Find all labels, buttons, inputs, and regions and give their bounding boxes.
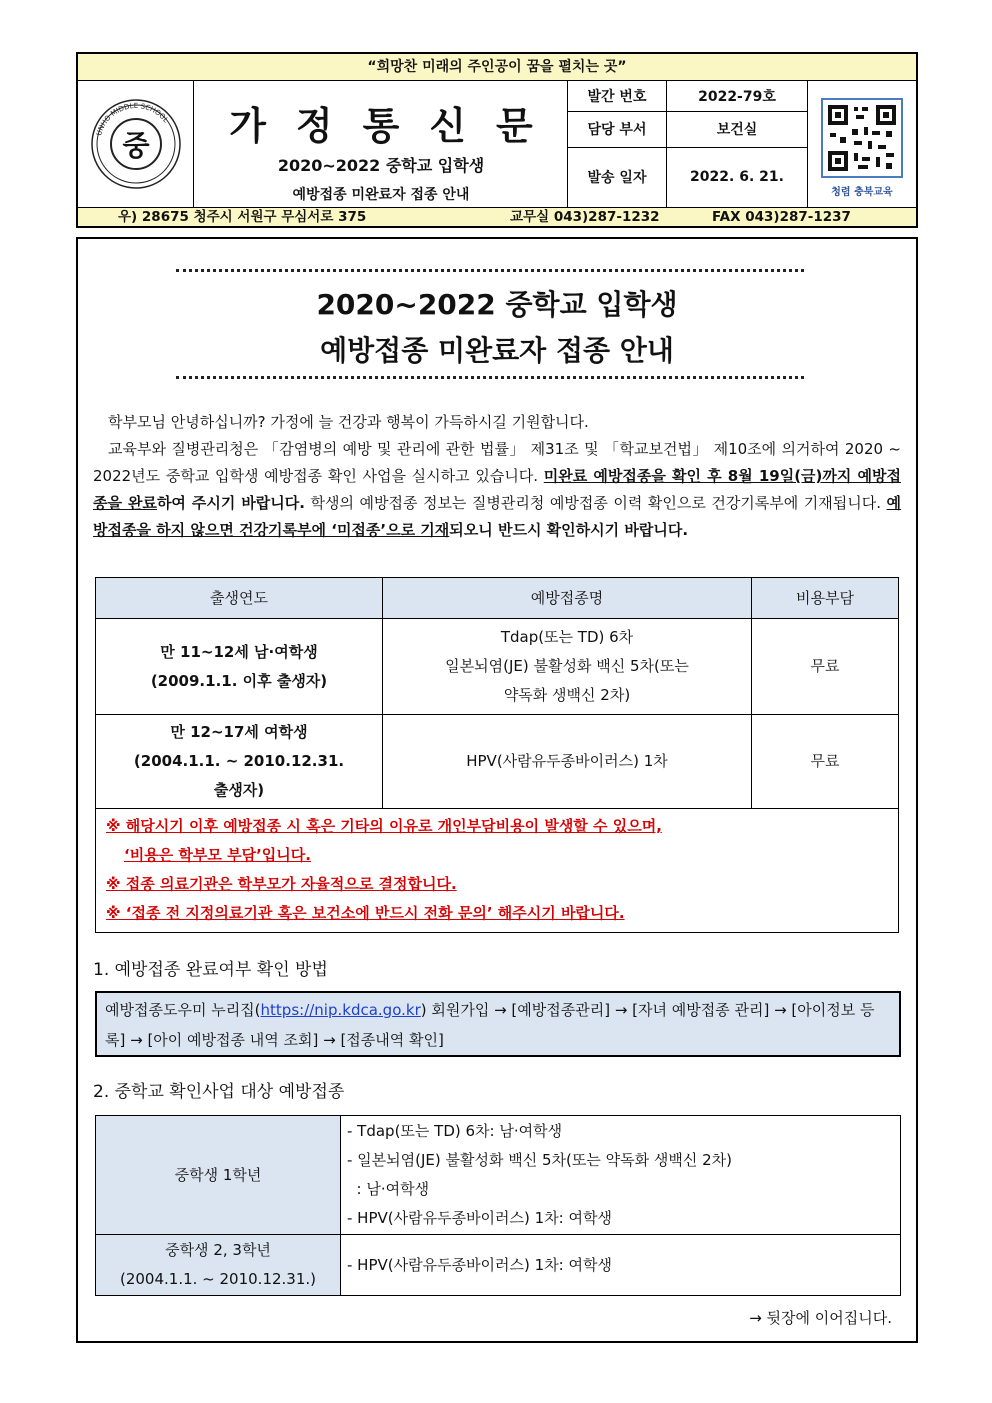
birth-text: 만 12~17세 여학생 — [170, 723, 308, 741]
department-label: 담당 부서 — [568, 111, 667, 147]
grade23-label-date: (2004.1.1. ~ 2010.12.31.) — [119, 1270, 317, 1288]
notice-title-line1: 2020~2022 중학교 입학생 — [316, 288, 678, 321]
table-row — [96, 619, 899, 715]
divider-bottom — [176, 376, 804, 379]
school-logo-cell — [78, 81, 194, 207]
cost-note: ※ 해당시기 이후 예방접종 시 혹은 기타의 이유로 개인부담비용이 발생할 수 있으며, — [106, 817, 662, 835]
para-text-f: 되오니 반드시 확인하시기 바랍니다. — [449, 521, 689, 539]
birth-cell — [96, 619, 383, 715]
continue-notice: → 뒷장에 이어집니다. — [749, 1309, 892, 1327]
school-address: 우) 28675 청주시 서원구 무심서로 375 — [118, 209, 367, 225]
department-value: 보건실 — [667, 111, 808, 147]
logo-char: 중 — [122, 129, 150, 162]
logo-school-name: UNHO MIDDLE SCHOOL — [95, 101, 170, 137]
newsletter-title: 가정통신문 — [229, 103, 563, 148]
vaccine-cell — [383, 619, 752, 715]
fax-number: FAX 043)287-1237 — [712, 209, 851, 225]
table-row — [96, 715, 899, 809]
office-phone: 교무실 043)287-1232 — [510, 209, 660, 225]
check-method-box — [95, 991, 901, 1057]
slogan: “희망찬 미래의 주인공이 꿈을 펼치는 곳” — [78, 54, 916, 81]
method-text-b: ) 회원가입 → [예방접종관리] → [자녀 예방접종 관리] → [아이정보 등록] → [아이 예방접종 내역 조회] → [접종내역 확인] — [105, 1001, 875, 1049]
issue-number-value: 2022-79호 — [667, 81, 808, 111]
para-text-c: 하여 주시기 바랍니다. — [156, 494, 305, 512]
vaccination-table — [95, 577, 899, 933]
vaccine-text: 약독화 생백신 2차) — [503, 686, 631, 704]
vaccine-text: Tdap(또는 TD) 6차 — [500, 628, 634, 646]
cost-note-2: ‘비용은 학부모 부담’입니다. — [124, 846, 311, 864]
grade1-items — [341, 1116, 901, 1235]
edu-logo-text: 청렴 충북교육 — [831, 187, 893, 198]
title-cell — [194, 81, 568, 207]
main-paragraph — [93, 436, 901, 544]
address-bar — [78, 207, 916, 226]
table-row — [96, 1116, 901, 1235]
header-vaccine-name: 예방접종명 — [383, 578, 752, 619]
qr-code-icon[interactable] — [808, 81, 916, 207]
school-logo-icon — [78, 81, 194, 207]
birth-text: 출생자) — [213, 781, 265, 799]
vaccine-item: - 일본뇌염(JE) 불활성화 백신 5차(또는 약독화 생백신 2차) — [347, 1151, 732, 1169]
table-row — [96, 1235, 901, 1296]
header-cost: 비용부담 — [752, 578, 899, 619]
grade1-label: 중학생 1학년 — [96, 1116, 341, 1235]
para-text-a: 교육부와 질병관리청은 「감염병의 예방 및 관리에 관한 법률」 제31조 및 「학교보건법」 제10조에 의거하여 2020 ~ 2022년도 중학교 입학생 예방접종 확인 사업을 실시하고 있습니다. — [93, 440, 901, 485]
newsletter-header — [76, 52, 918, 228]
issue-number-label: 발간 번호 — [568, 81, 667, 111]
intro-paragraph — [93, 409, 901, 544]
greeting: 학부모님 안녕하십니까? 가정에 늘 건강과 행복이 가득하시길 기원합니다. — [108, 413, 589, 431]
notice-title-line2: 예방접종 미완료자 접종 안내 — [320, 334, 674, 367]
clinic-note: ※ 접종 의료기관은 학부모가 자율적으로 결정합니다. — [106, 875, 457, 893]
kdca-link[interactable]: https://nip.kdca.go.kr — [260, 1001, 421, 1019]
vaccine-text: 일본뇌염(JE) 불활성화 백신 5차(또는 — [445, 657, 689, 675]
birth-text: 만 11~12세 남·여학생 — [160, 642, 318, 661]
phone-note: ※ ‘접종 전 지정의료기관 혹은 보건소에 반드시 전화 문의’ 해주시기 바랍니다. — [106, 904, 625, 922]
birth-text: (2004.1.1. ~ 2010.12.31. — [133, 752, 345, 770]
send-date-value: 2022. 6. 21. — [667, 147, 808, 207]
table-header-row — [96, 578, 899, 619]
header-birth-year: 출생연도 — [96, 578, 383, 619]
grade23-label-text: 중학생 2, 3학년 — [165, 1241, 271, 1259]
method-text-a: 예방접종도우미 누리집( — [105, 1001, 261, 1019]
divider-top — [176, 269, 804, 272]
issue-info-table — [568, 81, 808, 207]
vaccine-item: - HPV(사람유두종바이러스) 1차: 여학생 — [347, 1209, 612, 1227]
birth-cell — [96, 715, 383, 809]
send-date-label: 발송 일자 — [568, 147, 667, 207]
section2-title: 2. 중학교 확인사업 대상 예방접종 — [93, 1082, 345, 1102]
unvaccinated-emphasis: 예방접종을 하지 않으면 건강기록부에 ‘미접종’으로 기재 — [93, 494, 902, 539]
vaccine-item: : 남·여학생 — [347, 1180, 430, 1198]
vaccine-item: - Tdap(또는 TD) 6차: 남·여학생 — [347, 1122, 563, 1140]
birth-text: (2009.1.1. 이후 출생자) — [150, 671, 328, 690]
vaccine-cell: HPV(사람유두종바이러스) 1차 — [383, 715, 752, 809]
section1-title: 1. 예방접종 완료여부 확인 방법 — [93, 960, 328, 980]
header-subtitle-2: 예방접종 미완료자 접종 안내 — [292, 187, 470, 203]
qr-cell — [808, 81, 916, 207]
cost-cell: 무료 — [752, 715, 899, 809]
para-text-d: 학생의 예방접종 정보는 질병관리청 예방접종 이력 확인으로 건강기록부에 기재됩니다. — [304, 494, 887, 512]
grade23-item: - HPV(사람유두종바이러스) 1차: 여학생 — [341, 1235, 901, 1296]
cost-cell: 무료 — [752, 619, 899, 715]
notice-body — [76, 237, 918, 1343]
notes-row — [96, 809, 899, 933]
header-subtitle-1: 2020~2022 중학교 입학생 — [277, 156, 485, 175]
deadline-emphasis: 미완료 예방접종을 확인 후 8월 19일(금)까지 예방접종을 완료 — [93, 467, 901, 512]
notes-cell — [96, 809, 899, 933]
grade23-label — [96, 1235, 341, 1296]
target-vaccine-table — [95, 1115, 901, 1296]
